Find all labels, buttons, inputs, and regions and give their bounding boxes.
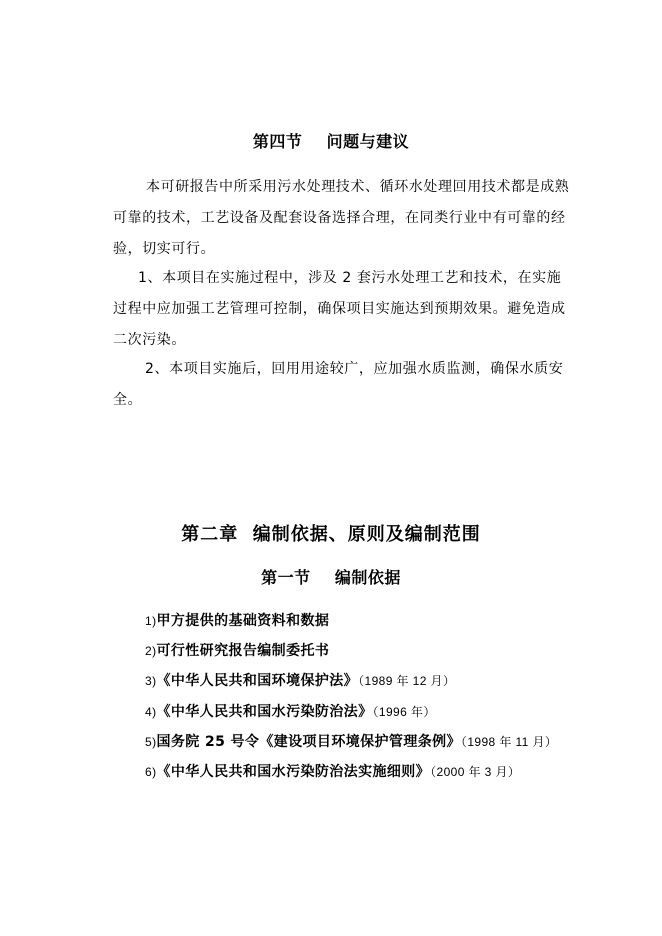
list-item-text: 《中华人民共和国水污染防治法实施细则》 (156, 764, 431, 781)
list-item-number: 3) (145, 674, 157, 689)
section-1-title: 第一节 编制依据 (261, 568, 401, 587)
list-item-date: （1996 年） (372, 704, 436, 719)
list-item-number: 1) (145, 614, 157, 628)
list-item-number: 5) (145, 734, 157, 749)
list-item-date: （1998 年 11 月） (460, 734, 558, 749)
list-item-text: 《中华人民共和国水污染防治法》 (156, 703, 373, 720)
section-4-paragraph-2: 1、本项目在实施过程中，涉及 2 套污水处理工艺和技术，在实施过程中应加强工艺管理可控制，确保项目实施达到预期效果。避免造成二次污染。 (113, 270, 566, 348)
list-item-text: 甲方提供的基础资料和数据 (156, 613, 330, 629)
section-4-paragraph-3: 2、本项目实施后，回用用途较广，应加强水质监测，确保水质安全。 (113, 361, 564, 408)
list-item-date: （1989 年 12 月） (358, 674, 456, 689)
list-item (113, 727, 573, 757)
list-item-date: （2000 年 3 月） (430, 765, 521, 780)
list-item-text: 可行性研究报告编制委托书 (156, 643, 330, 660)
list-item (113, 666, 573, 696)
list-item-number: 2) (145, 644, 157, 659)
chapter-2-title: 第二章 编制依据、原则及编制范围 (181, 524, 481, 545)
section-4-paragraph-1: 本可研报告中所采用污水处理技术、循环水处理回用技术都是成熟可靠的技术，工艺设备及配套设备选择合理，在同类行业中有可靠的经验，切实可行。 (113, 179, 570, 257)
list-item-text: 国务院 25 号令《建设项目环境保护管理条例》 (156, 733, 461, 750)
list-item (113, 636, 573, 666)
list-item (113, 697, 573, 727)
list-item-number: 6) (145, 765, 157, 780)
section-4-title: 第四节 问题与建议 (252, 132, 410, 151)
list-item (113, 757, 573, 787)
basis-list (113, 606, 573, 787)
list-item (113, 606, 573, 636)
list-item-number: 4) (145, 704, 157, 719)
list-item-text: 《中华人民共和国环境保护法》 (156, 673, 359, 690)
